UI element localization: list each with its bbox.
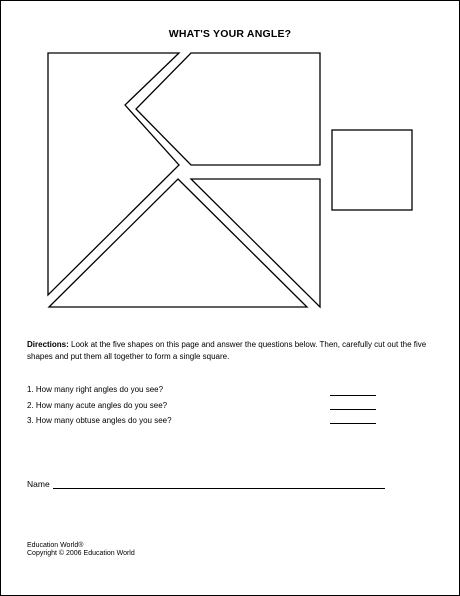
cutout-shapes bbox=[1, 1, 459, 331]
answer-blank-3[interactable] bbox=[330, 423, 376, 424]
question-1: 1. How many right angles do you see? bbox=[27, 385, 164, 394]
directions-label: Directions: bbox=[27, 340, 69, 349]
left-pentagon-shape bbox=[48, 53, 179, 295]
right-trapezoid-shape bbox=[191, 179, 320, 307]
answer-blank-1[interactable] bbox=[330, 395, 376, 396]
name-field[interactable] bbox=[53, 488, 385, 489]
page-title: WHAT'S YOUR ANGLE? bbox=[168, 28, 292, 40]
answer-blank-2[interactable] bbox=[330, 409, 376, 410]
question-3: 3. How many obtuse angles do you see? bbox=[27, 416, 172, 425]
directions-text bbox=[27, 339, 439, 362]
name-label: Name bbox=[27, 479, 50, 489]
directions-body: Look at the five shapes on this page and answer the questions below. Then, carefully cut out the five shapes and put them all together to form a single square. bbox=[27, 340, 427, 361]
footer-brand: Education World® bbox=[27, 542, 84, 549]
bottom-triangle-shape bbox=[49, 179, 307, 307]
small-square-shape bbox=[332, 130, 412, 210]
footer-copyright: Copyright © 2006 Education World bbox=[27, 550, 135, 557]
question-2: 2. How many acute angles do you see? bbox=[27, 401, 168, 410]
